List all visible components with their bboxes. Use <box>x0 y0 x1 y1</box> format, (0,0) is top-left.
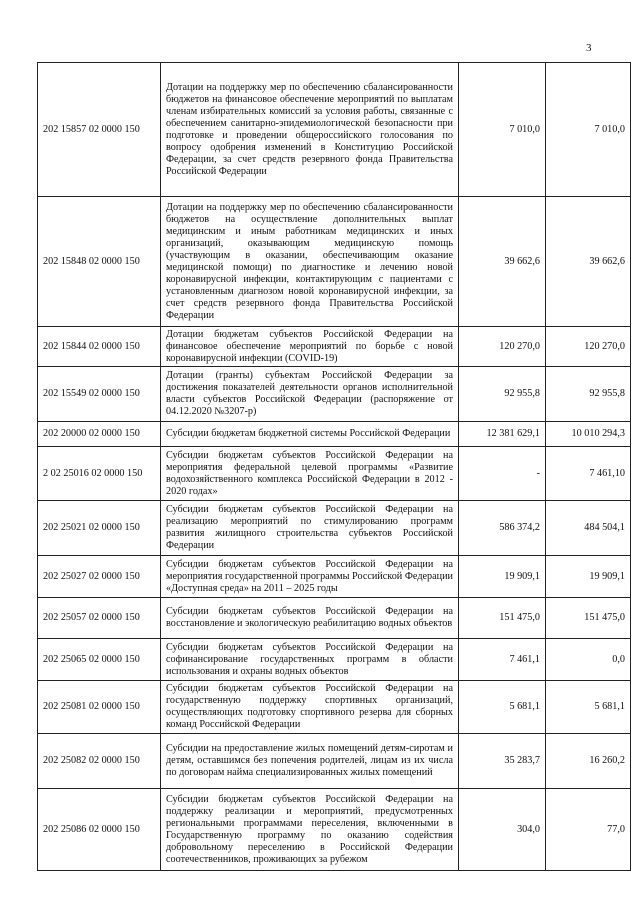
table-row <box>38 789 631 871</box>
budget-table <box>37 62 631 871</box>
budget-code: 202 15549 02 0000 150 <box>38 367 161 422</box>
amount-planned: 19 909,1 <box>459 556 546 598</box>
amount-planned: 12 381 629,1 <box>459 422 546 447</box>
table-row <box>38 197 631 327</box>
row-description: Субсидии бюджетам субъектов Российской Федерации на государственную поддержку спортивных организаций, осуществляющих подготовку спортивного резерва для сборных команд Российской Федерации <box>161 681 459 734</box>
row-description: Субсидии бюджетам субъектов Российской Федерации на мероприятия государственной программы Российской Федерации «Доступная среда» на 2011 – 2025 годы <box>161 556 459 598</box>
row-description: Дотации на поддержку мер по обеспечению сбалансированности бюджетов на финансовое обеспечение мероприятий по выплатам членам избирательных комиссий за условия работы, связанные с обеспечением санитарно-эпидемиологической безопасности при подготовке и проведении общероссийского голосования по вопросу одобрения изменений в Конституцию Российской Федерации, за счет средств резервного фонда Правительства Российской Федерации <box>161 63 459 197</box>
budget-code: 202 15844 02 0000 150 <box>38 327 161 367</box>
table-row <box>38 447 631 501</box>
amount-executed: 151 475,0 <box>546 598 631 639</box>
budget-code: 202 25021 02 0000 150 <box>38 501 161 556</box>
budget-code: 2 02 25016 02 0000 150 <box>38 447 161 501</box>
row-description: Субсидии бюджетам субъектов Российской Федерации на софинансирование государственных программ в области использования и охраны водных объектов <box>161 639 459 681</box>
budget-code: 202 25027 02 0000 150 <box>38 556 161 598</box>
page-number: 3 <box>586 42 592 54</box>
table-row <box>38 734 631 789</box>
table-row <box>38 63 631 197</box>
amount-executed: 7 461,10 <box>546 447 631 501</box>
amount-executed: 19 909,1 <box>546 556 631 598</box>
amount-planned: 586 374,2 <box>459 501 546 556</box>
table-row <box>38 327 631 367</box>
amount-executed: 120 270,0 <box>546 327 631 367</box>
table-row <box>38 501 631 556</box>
amount-planned: 120 270,0 <box>459 327 546 367</box>
row-description: Дотации (гранты) субъектам Российской Федерации за достижения показателей деятельности органов исполнительной власти субъектов Российской Федерации (распоряжение от 04.12.2020 №3207-р) <box>161 367 459 422</box>
budget-code: 202 15848 02 0000 150 <box>38 197 161 327</box>
budget-code: 202 25057 02 0000 150 <box>38 598 161 639</box>
row-description: Субсидии бюджетам субъектов Российской Федерации на мероприятия федеральной целевой программы «Развитие водохозяйственного комплекса Российской Федерации в 2012 - 2020 годах» <box>161 447 459 501</box>
amount-planned: 304,0 <box>459 789 546 871</box>
amount-planned: 7 010,0 <box>459 63 546 197</box>
amount-executed: 10 010 294,3 <box>546 422 631 447</box>
amount-executed: 5 681,1 <box>546 681 631 734</box>
amount-planned: - <box>459 447 546 501</box>
budget-code: 202 25081 02 0000 150 <box>38 681 161 734</box>
table-row <box>38 639 631 681</box>
budget-code: 202 25086 02 0000 150 <box>38 789 161 871</box>
row-description: Субсидии бюджетам субъектов Российской Федерации на восстановление и экологическую реабилитацию водных объектов <box>161 598 459 639</box>
row-description: Субсидии бюджетам бюджетной системы Российской Федерации <box>161 422 459 447</box>
amount-executed: 7 010,0 <box>546 63 631 197</box>
table-row <box>38 422 631 447</box>
table-row <box>38 598 631 639</box>
amount-planned: 35 283,7 <box>459 734 546 789</box>
amount-executed: 16 260,2 <box>546 734 631 789</box>
amount-executed: 0,0 <box>546 639 631 681</box>
row-description: Субсидии бюджетам субъектов Российской Федерации на поддержку реализации и мероприятий, предусмотренных региональными программами переселения, включенными в Государственную программу по оказанию содействия добровольному переселению в Российской Федерации соотечественников, проживающих за рубежом <box>161 789 459 871</box>
amount-planned: 7 461,1 <box>459 639 546 681</box>
amount-planned: 92 955,8 <box>459 367 546 422</box>
amount-executed: 77,0 <box>546 789 631 871</box>
budget-code: 202 20000 02 0000 150 <box>38 422 161 447</box>
amount-planned: 5 681,1 <box>459 681 546 734</box>
row-description: Субсидии на предоставление жилых помещений детям-сиротам и детям, оставшимся без попечения родителей, лицам из их числа по договорам найма специализированных жилых помещений <box>161 734 459 789</box>
row-description: Субсидии бюджетам субъектов Российской Федерации на реализацию мероприятий по стимулированию программ развития жилищного строительства субъектов Российской Федерации <box>161 501 459 556</box>
row-description: Дотации бюджетам субъектов Российской Федерации на финансовое обеспечение мероприятий по борьбе с новой коронавирусной инфекции (COVID-19) <box>161 327 459 367</box>
table-row <box>38 681 631 734</box>
amount-executed: 484 504,1 <box>546 501 631 556</box>
table-row <box>38 556 631 598</box>
amount-planned: 151 475,0 <box>459 598 546 639</box>
budget-code: 202 25082 02 0000 150 <box>38 734 161 789</box>
budget-code: 202 25065 02 0000 150 <box>38 639 161 681</box>
budget-code: 202 15857 02 0000 150 <box>38 63 161 197</box>
amount-executed: 92 955,8 <box>546 367 631 422</box>
amount-planned: 39 662,6 <box>459 197 546 327</box>
amount-executed: 39 662,6 <box>546 197 631 327</box>
table-row <box>38 367 631 422</box>
row-description: Дотации на поддержку мер по обеспечению сбалансированности бюджетов на осуществление дополнительных выплат медицинским и иным работникам медицинских и иных организаций, оказывающим медицинскую помощь (участвующим в оказании, обеспечивающим оказание медицинской помощи) по диагностике и лечению новой коронавирусной инфекции, контактирующим с пациентами с установленным диагнозом новой коронавирусной инфекции, за счет средств резервного фонда Правительства Российской Федерации <box>161 197 459 327</box>
